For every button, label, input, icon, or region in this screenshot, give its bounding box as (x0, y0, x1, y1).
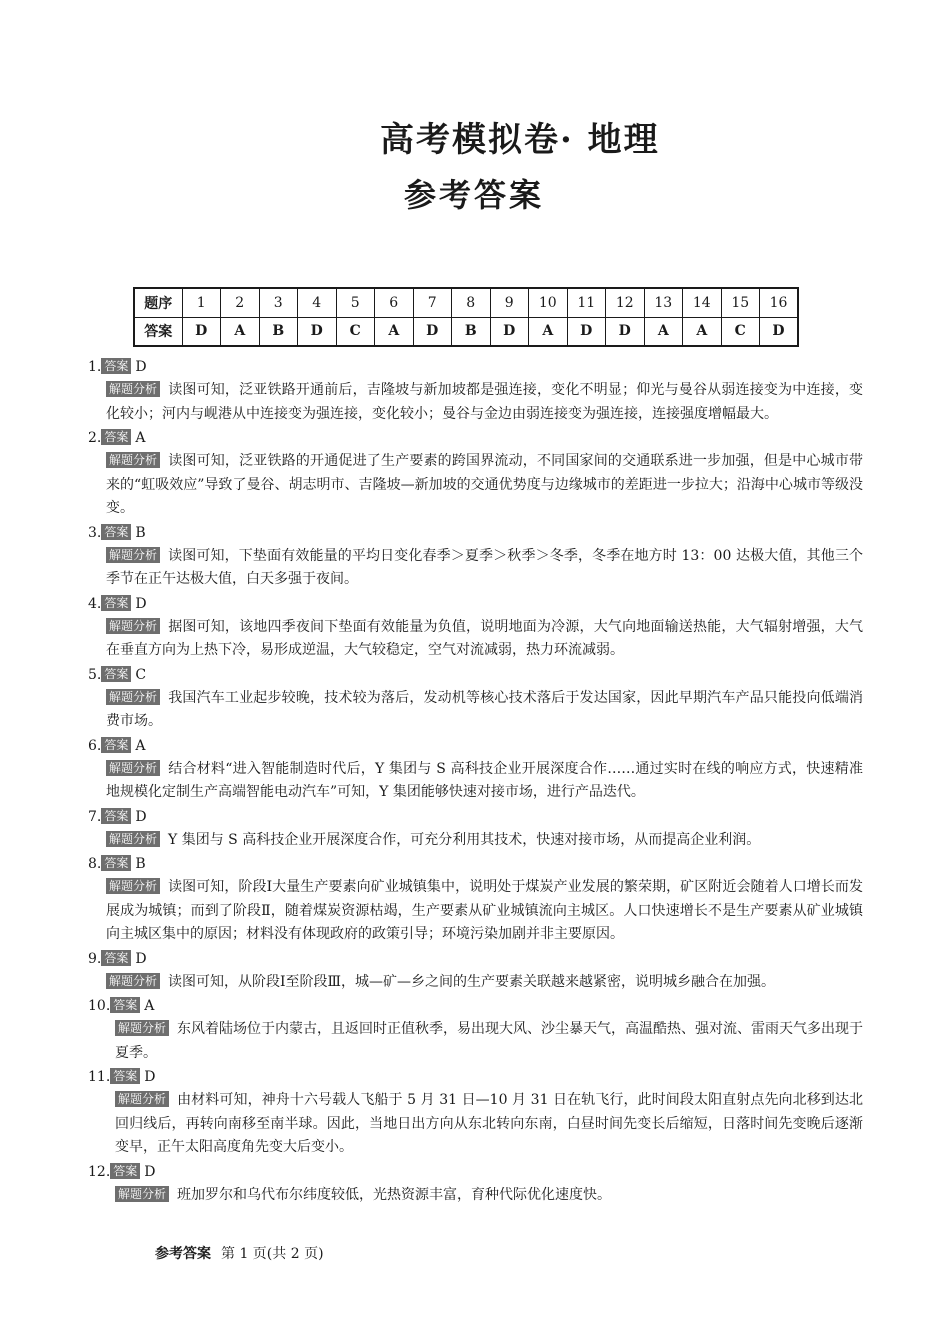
answer-tag: 答案 (101, 666, 131, 682)
analysis-text: 读图可知，泛亚铁路开通前后，吉隆坡与新加坡都是强连接，变化不明显；仰光与曼谷从弱连接变为中连接，变化较小；河内与岘港从中连接变为强连接，变化较小；曼谷与金边由弱连接变为强连接，连接强度增幅最大。 (106, 382, 863, 422)
key-answer: B (259, 317, 298, 346)
key-number: 16 (760, 288, 799, 317)
key-number: 10 (529, 288, 568, 317)
key-number: 4 (298, 288, 337, 317)
key-number: 7 (413, 288, 452, 317)
page-title: 高考模拟卷· 地理 (380, 120, 660, 160)
question-item (88, 355, 863, 426)
question-number: 6. (88, 737, 102, 754)
key-number: 9 (490, 288, 529, 317)
analysis-tag: 解题分析 (106, 973, 160, 989)
analysis-text: 读图可知，阶段Ⅰ大量生产要素向矿业城镇集中，说明处于煤炭产业发展的繁荣期，矿区附近会随着人口增长而发展成为城镇；而到了阶段Ⅱ，随着煤炭资源枯竭，生产要素从矿业城镇流向主城区。人口快速增长不是生产要素从矿业城镇向主城区集中的原因；材料没有体现政府的政策引导；环境污染加剧并非主要原因。 (106, 879, 863, 942)
answer-key-table (133, 287, 799, 347)
question-item (88, 994, 863, 1065)
analysis-tag: 解题分析 (106, 618, 160, 634)
answer-tag: 答案 (110, 1163, 140, 1179)
footer-label: 参考答案 (155, 1246, 211, 1262)
question-number: 11. (88, 1069, 111, 1085)
answer-tag: 答案 (101, 855, 131, 871)
key-answer: C (721, 317, 760, 346)
question-answer: B (135, 856, 146, 872)
key-number: 8 (452, 288, 491, 317)
analysis-text: 读图可知，下垫面有效能量的平均日变化春季＞夏季＞秋季＞冬季，冬季在地方时 13：00 达极大值，其他三个季节在正午达极大值，白天多强于夜间。 (106, 547, 863, 587)
key-answer: A (375, 317, 414, 346)
answer-tag: 答案 (101, 808, 131, 824)
question-answer: D (135, 808, 147, 825)
page-footer (155, 1243, 324, 1263)
question-answer: D (135, 359, 147, 375)
key-number: 14 (683, 288, 722, 317)
analysis-tag: 解题分析 (106, 689, 160, 705)
key-number: 13 (644, 288, 683, 317)
question-item (88, 521, 863, 592)
key-answer: C (336, 317, 375, 346)
footer-page-number: 第 1 页(共 2 页) (221, 1246, 324, 1262)
question-item (88, 663, 863, 734)
answer-key-number-row (134, 288, 798, 317)
question-item (88, 1065, 863, 1160)
question-number: 9. (88, 950, 102, 967)
question-number: 3. (88, 524, 102, 541)
key-number: 15 (721, 288, 760, 317)
analysis-tag: 解题分析 (106, 878, 160, 894)
question-number: 10. (88, 998, 111, 1014)
question-number: 5. (88, 666, 102, 683)
question-item (88, 1160, 863, 1208)
answer-tag: 答案 (101, 429, 131, 445)
question-item (88, 852, 863, 947)
key-answer: D (606, 317, 645, 346)
key-number: 6 (375, 288, 414, 317)
analysis-tag: 解题分析 (106, 381, 160, 397)
analysis-tag: 解题分析 (106, 831, 160, 847)
analysis-tag: 解题分析 (106, 452, 160, 468)
analysis-text: 结合材料“进入智能制造时代后，Y 集团与 S 高科技企业开展深度合作……通过实时在线的响应方式，快速精准地规模化定制生产高端智能电动汽车”可知，Y 集团能够快速对接市场，进行产品迭代。 (106, 760, 863, 800)
key-answer: D (298, 317, 337, 346)
key-answer: A (683, 317, 722, 346)
question-item (88, 947, 863, 995)
analysis-text: 班加罗尔和乌代布尔纬度较低，光热资源丰富，育种代际优化速度快。 (177, 1186, 612, 1203)
analysis-text: 由材料可知，神舟十六号载人飞船于 5 月 31 日—10 月 31 日在轨飞行，此时间段太阳直射点先向北移到达北回归线后，再转向南移至南半球。因此，当地日出方向从东北转向东南，白昼时间先变长后缩短，日落时间先变晚后逐渐变早，正午太阳高度角先变大后变小。 (115, 1092, 863, 1155)
answer-explanations (88, 355, 863, 1207)
answer-tag: 答案 (101, 950, 131, 966)
key-number: 12 (606, 288, 645, 317)
key-number: 5 (336, 288, 375, 317)
page-subtitle: 参考答案 (404, 176, 545, 214)
row-label-number: 题序 (134, 288, 182, 317)
question-answer: A (135, 430, 146, 446)
key-number: 2 (221, 288, 260, 317)
question-answer: D (135, 950, 147, 967)
row-label-answer: 答案 (134, 317, 182, 346)
analysis-tag: 解题分析 (115, 1020, 169, 1036)
question-item (88, 805, 863, 853)
question-answer: A (144, 998, 155, 1014)
question-item (88, 426, 863, 521)
question-number: 7. (88, 808, 102, 825)
analysis-text: 东风着陆场位于内蒙古，且返回时正值秋季，易出现大风、沙尘暴天气，高温酷热、强对流、雷雨天气多出现于夏季。 (115, 1021, 864, 1061)
analysis-tag: 解题分析 (115, 1091, 169, 1107)
key-answer: B (452, 317, 491, 346)
answer-tag: 答案 (101, 358, 131, 374)
key-number: 1 (182, 288, 221, 317)
question-number: 2. (88, 430, 102, 446)
question-answer: B (135, 524, 146, 541)
analysis-text: 读图可知，泛亚铁路的开通促进了生产要素的跨国界流动，不同国家间的交通联系进一步加强，但是中心城市带来的“虹吸效应”导致了曼谷、胡志明市、吉隆坡—新加坡的交通优势度与边缘城市的差距进一步拉大；沿海中心城市等级没变。 (106, 453, 863, 516)
key-answer: D (182, 317, 221, 346)
key-answer: A (221, 317, 260, 346)
answer-tag: 答案 (110, 1068, 140, 1084)
question-answer: D (135, 595, 147, 612)
analysis-text: 据图可知，该地四季夜间下垫面有效能量为负值，说明地面为冷源，大气向地面输送热能，大气辐射增强，大气在垂直方向为上热下冷，易形成逆温，大气较稳定，空气对流减弱，热力环流减弱。 (106, 618, 863, 658)
question-answer: C (135, 666, 147, 683)
key-answer: A (529, 317, 568, 346)
question-answer: D (144, 1163, 156, 1180)
question-number: 1. (88, 359, 102, 375)
answer-tag: 答案 (110, 997, 140, 1013)
analysis-tag: 解题分析 (106, 547, 160, 563)
question-number: 8. (88, 856, 102, 872)
analysis-text: 我国汽车工业起步较晚，技术较为落后，发动机等核心技术落后于发达国家，因此早期汽车产品只能投向低端消费市场。 (106, 689, 863, 729)
question-number: 4. (88, 595, 102, 612)
key-number: 3 (259, 288, 298, 317)
analysis-tag: 解题分析 (106, 760, 160, 776)
analysis-text: 读图可知，从阶段Ⅰ至阶段Ⅲ，城—矿—乡之间的生产要素关联越来越紧密，说明城乡融合在加强。 (168, 973, 776, 990)
key-number: 11 (567, 288, 606, 317)
question-answer: A (135, 737, 146, 754)
analysis-tag: 解题分析 (115, 1186, 169, 1202)
key-answer: D (490, 317, 529, 346)
answer-tag: 答案 (101, 737, 131, 753)
key-answer: D (760, 317, 799, 346)
key-answer: D (413, 317, 452, 346)
question-item (88, 734, 863, 805)
answer-tag: 答案 (101, 524, 131, 540)
question-item (88, 592, 863, 663)
answer-tag: 答案 (101, 595, 131, 611)
key-answer: D (567, 317, 606, 346)
question-number: 12. (88, 1163, 111, 1180)
question-answer: D (144, 1069, 156, 1085)
answer-key-answer-row (134, 317, 798, 346)
key-answer: A (644, 317, 683, 346)
analysis-text: Y 集团与 S 高科技企业开展深度合作，可充分利用其技术，快速对接市场，从而提高企业利润。 (168, 831, 761, 848)
